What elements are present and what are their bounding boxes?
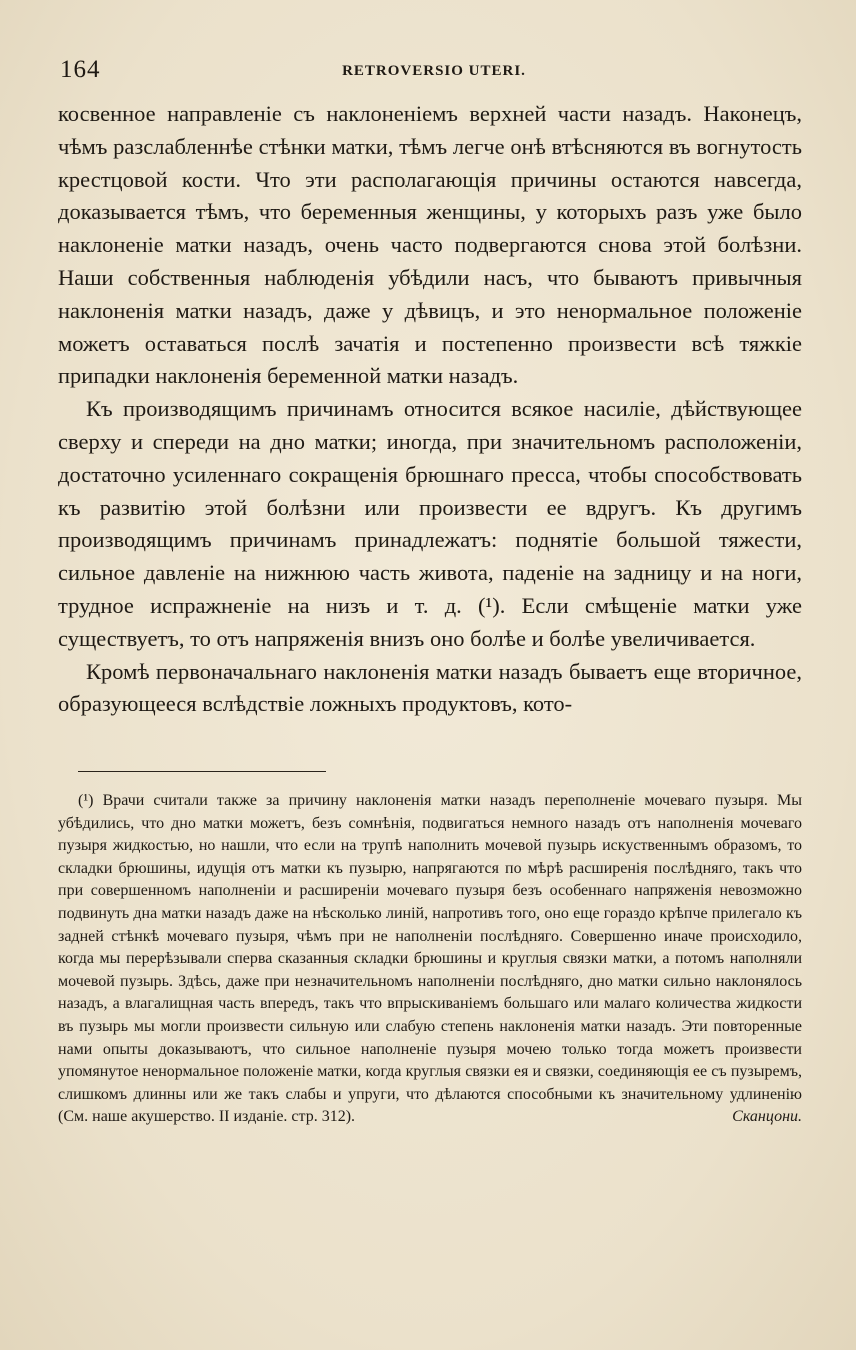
- footnote-body: [58, 790, 802, 1129]
- footnote-signature: Сканцони.: [732, 1108, 802, 1126]
- page-header: [60, 56, 808, 86]
- paragraph-3: Кромѣ первоначальнаго наклоненія матки назадъ бываетъ еще вторичное, образующееся вслѣдствіе ложныхъ продуктовъ, кото-: [58, 658, 802, 717]
- footnote-text: (¹) Врачи считали также за причину наклоненія матки назадъ переполненіе мочеваго пузыря. Мы убѣдились, что дно матки можетъ, безъ сомнѣнія, подвигаться немного назадъ отъ наполненія мочеваго пузыря жидкостью, но нашли, что если на трупѣ наполнить мочевой пузырь искуственнымъ образомъ, то складки брюшины, идущія отъ матки къ пузырю, напрягаются по мѣрѣ расширенія послѣдняго, такъ что при совершенномъ наполненіи и расширеніи мочеваго пузыря безъ особеннаго напряженія невозможно подвинуть дна матки назадъ даже на нѣсколько линій, напротивъ того, оно еще гораздо крѣпче прилегало къ задней стѣнкѣ мочеваго пузыря, чѣмъ при не наполненіи послѣдняго. Совершенно иначе происходило, когда мы перерѣзывали сперва сказанныя складки брюшины и круглыя связки матки, а потомъ наполняли мочевой пузырь. Здѣсь, даже при незначительномъ наполненіи послѣдняго, дно матки сильно наклонялось назадъ, а влагалищная часть впередъ, такъ что впрыскиваніемъ большаго или малаго количества жидкости въ пузырь мы могли произвести сильную или слабую степень наклоненія матки назадъ. Эти повторенные нами опыты доказываютъ, что сильное наполненіе пузыря мочею только тогда можетъ произвести упомянутое ненормальное положеніе матки, когда круглыя связки ея и связки, соединяющія ее съ пузыремъ, слишкомъ длинны или же такъ слабы и упруги, что дѣлаются способными къ значительному удлиненію (См. наше акушерство. II изданіе. стр. 312).: [58, 792, 802, 1126]
- paragraph-2: Къ производящимъ причинамъ относится всякое насиліе, дѣйствующее сверху и спереди на дно матки; иногда, при значительномъ расположеніи, достаточно усиленнаго сокращенія брюшнаго пресса, чтобы способствовать къ развитію этой болѣзни или произвести ее вдругъ. Къ другимъ производящимъ причинамъ принадлежатъ: поднятіе большой тяжести, сильное давленіе на нижнюю часть живота, паденіе на задницу и на ноги, трудное испражненіе на низъ и т. д. (¹). Если смѣщеніе матки уже существуетъ, то отъ напряженія внизъ оно болѣе и болѣе увеличивается.: [58, 396, 802, 651]
- main-text: [58, 98, 802, 721]
- footnote-divider: [78, 771, 326, 772]
- paragraph-1: косвенное направленіе съ наклоненіемъ верхней части назадъ. Наконецъ, чѣмъ разслабленнѣе стѣнки матки, тѣмъ легче онѣ втѣсняются въ вогнутость крестцовой кости. Что эти располагающія причины остаются навсегда, доказывается тѣмъ, что беременныя женщины, у которыхъ разъ уже было наклоненіе матки назадъ, очень часто подвергаются снова этой болѣзни. Наши собственныя наблюденія убѣдили насъ, что бываютъ привычныя наклоненія матки назадъ, даже у дѣвицъ, и это ненормальное положеніе можетъ оставаться послѣ зачатія и постепенно произвести всѣ тяжкіе припадки наклоненія беременной матки назадъ.: [58, 101, 802, 389]
- page-number: 164: [60, 56, 101, 83]
- footnote: [58, 790, 802, 1129]
- running-title: RETROVERSIO UTERI.: [342, 63, 526, 79]
